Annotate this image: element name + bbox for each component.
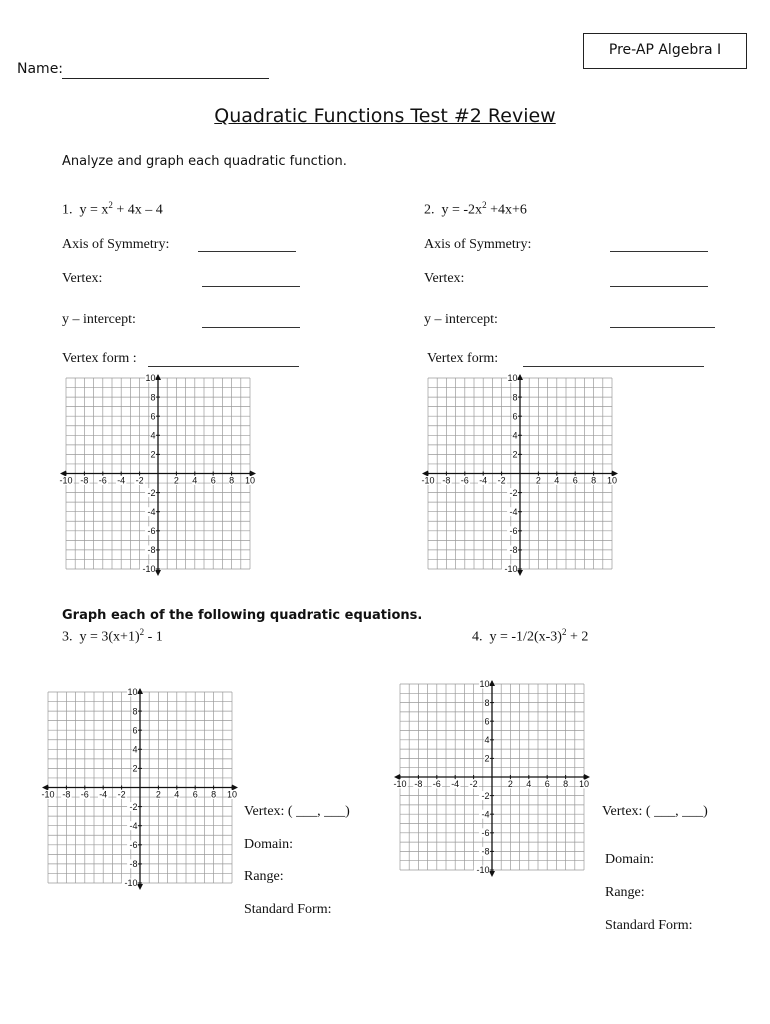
problem-4-equation: 4. $y = -1/2(x-3)^2 + 2$ — [472, 627, 589, 645]
x-tick-label: -10 — [59, 475, 73, 486]
vertex-blank[interactable] — [202, 286, 300, 287]
x-tick-label: -4 — [479, 475, 488, 486]
y-tick-label: 10 — [507, 374, 518, 384]
x-tick-label: -8 — [80, 475, 89, 486]
section1-instruction: Analyze and graph each quadratic function. — [62, 154, 347, 169]
x-tick-label: -2 — [117, 789, 126, 800]
x-tick-label: -10 — [393, 779, 407, 789]
x-tick-label: 10 — [244, 475, 256, 486]
y-tick-label: 6 — [132, 725, 138, 736]
vertex-label: Vertex: ( ___, ___) — [602, 804, 708, 819]
x-tick-label: 8 — [229, 475, 235, 486]
y-tick-label: 2 — [484, 753, 490, 764]
x-tick-label: 2 — [155, 789, 161, 800]
x-tick-label: 4 — [526, 779, 532, 789]
y-axis-arrow-up — [489, 680, 495, 686]
grid-svg — [58, 374, 258, 579]
y-tick-label: 2 — [150, 449, 156, 460]
grid-svg — [40, 688, 240, 893]
domain-label: Domain: — [244, 837, 293, 852]
y-axis-arrow-up — [155, 374, 161, 380]
y-tick-label: 6 — [512, 411, 518, 422]
y-intercept-blank[interactable] — [610, 327, 715, 328]
grid-svg — [420, 374, 620, 579]
y-tick-label: 8 — [132, 706, 138, 717]
y-intercept-blank[interactable] — [202, 327, 300, 328]
vertex-form-blank[interactable] — [148, 366, 299, 367]
range-label: Range: — [605, 885, 645, 900]
y-tick-label: -2 — [129, 801, 138, 812]
y-tick-label: -6 — [509, 526, 518, 536]
y-tick-label: -4 — [147, 506, 156, 517]
y-tick-label: -4 — [509, 506, 518, 517]
x-tick-label: -2 — [135, 475, 144, 486]
axis-of-symmetry-blank[interactable] — [198, 251, 296, 252]
x-tick-label: 8 — [211, 789, 217, 800]
problem-1-equation: 1. $y = x^2 + 4x - 4$ — [62, 200, 163, 218]
vertex-form-label: Vertex form: — [427, 351, 499, 366]
y-tick-label: -2 — [481, 790, 490, 801]
coordinate-grid-2[interactable] — [420, 374, 620, 579]
grid-svg — [392, 680, 592, 880]
x-tick-label: -6 — [460, 475, 469, 486]
y-tick-label: -8 — [509, 545, 518, 556]
x-tick-label: -4 — [99, 789, 108, 800]
problem-2-equation: 2. $y = -2x^2 +4x+6$ — [424, 200, 527, 218]
y-tick-label: 8 — [512, 392, 518, 403]
range-label: Range: — [244, 869, 284, 884]
y-tick-label: -2 — [147, 487, 156, 498]
y-axis-arrow-up — [517, 374, 523, 380]
course-box: Pre-AP Algebra I — [583, 33, 747, 69]
y-tick-label: -10 — [142, 564, 156, 575]
y-tick-label: -8 — [481, 846, 490, 857]
problem-number: 1. — [62, 202, 73, 218]
page-title: Quadratic Functions Test #2 Review — [214, 105, 556, 127]
x-tick-label: 2 — [507, 779, 513, 789]
y-tick-label: 10 — [127, 688, 138, 698]
x-tick-label: 6 — [192, 789, 198, 800]
problem-number: 4. — [472, 629, 483, 645]
y-tick-label: 2 — [132, 763, 138, 774]
vertex-form-label: Vertex form : — [62, 351, 137, 366]
y-tick-label: 2 — [512, 449, 518, 460]
y-tick-label: -6 — [129, 840, 138, 850]
y-tick-label: -6 — [481, 828, 490, 838]
y-axis-arrow-down — [489, 871, 495, 877]
coordinate-grid-1[interactable] — [58, 374, 258, 579]
y-tick-label: 6 — [484, 716, 490, 727]
x-tick-label: -8 — [442, 475, 451, 486]
x-tick-label: 2 — [173, 475, 179, 486]
y-tick-label: -2 — [509, 487, 518, 498]
y-tick-label: 10 — [479, 680, 490, 690]
y-tick-label: 4 — [150, 430, 156, 441]
y-tick-label: -6 — [147, 526, 156, 536]
x-tick-label: 10 — [578, 779, 590, 789]
x-tick-label: -8 — [414, 779, 423, 789]
y-intercept-label: y – intercept: — [62, 312, 136, 327]
vertex-label: Vertex: — [62, 271, 103, 286]
standard-form-label: Standard Form: — [605, 918, 693, 933]
x-tick-label: 8 — [563, 779, 569, 789]
y-tick-label: 10 — [145, 374, 156, 384]
y-intercept-label: y – intercept: — [424, 312, 498, 327]
y-tick-label: 6 — [150, 411, 156, 422]
x-tick-label: 4 — [174, 789, 180, 800]
x-tick-label: 6 — [210, 475, 216, 486]
x-tick-label: -10 — [421, 475, 435, 486]
x-tick-label: -4 — [451, 779, 460, 789]
x-tick-label: 6 — [572, 475, 578, 486]
x-tick-label: 10 — [606, 475, 618, 486]
name-label: Name: — [17, 61, 64, 77]
y-tick-label: -8 — [129, 859, 138, 870]
problem-3-equation: 3. $y = 3(x+1)^2 - 1$ — [62, 627, 163, 645]
y-tick-label: -10 — [504, 564, 518, 575]
y-tick-label: 4 — [484, 735, 490, 745]
domain-label: Domain: — [605, 852, 654, 867]
y-tick-label: -10 — [124, 878, 138, 889]
axis-of-symmetry-label: Axis of Symmetry: — [424, 237, 532, 252]
x-tick-label: -8 — [62, 789, 71, 800]
x-tick-label: -4 — [117, 475, 126, 486]
section2-instruction: Graph each of the following quadratic equations. — [62, 608, 423, 623]
vertex-blank[interactable] — [610, 286, 708, 287]
problem-number: 2. — [424, 202, 435, 218]
x-tick-label: -10 — [41, 789, 55, 800]
x-tick-label: 8 — [591, 475, 597, 486]
x-tick-label: -6 — [432, 779, 441, 789]
standard-form-label: Standard Form: — [244, 902, 332, 917]
vertex-label: Vertex: ( ___, ___) — [244, 804, 350, 819]
vertex-label: Vertex: — [424, 271, 465, 286]
problem-number: 3. — [62, 629, 73, 645]
axis-of-symmetry-blank[interactable] — [610, 251, 708, 252]
y-axis-arrow-down — [155, 570, 161, 576]
y-axis-arrow-down — [137, 884, 143, 890]
coordinate-grid-3[interactable] — [40, 688, 240, 893]
coordinate-grid-4[interactable] — [392, 680, 592, 880]
x-tick-label: 10 — [226, 789, 238, 800]
x-tick-label: 6 — [544, 779, 550, 789]
x-tick-label: -2 — [497, 475, 506, 486]
y-tick-label: 4 — [512, 430, 518, 441]
y-tick-label: 8 — [150, 392, 156, 403]
y-tick-label: -4 — [481, 809, 490, 820]
x-tick-label: 2 — [535, 475, 541, 486]
y-tick-label: 4 — [132, 744, 138, 755]
x-tick-label: -6 — [80, 789, 89, 800]
y-tick-label: 8 — [484, 697, 490, 708]
x-tick-label: 4 — [192, 475, 198, 486]
y-tick-label: -4 — [129, 820, 138, 831]
name-blank-line[interactable] — [62, 78, 269, 79]
y-axis-arrow-down — [517, 570, 523, 576]
x-tick-label: -2 — [469, 779, 478, 789]
y-tick-label: -8 — [147, 545, 156, 556]
y-tick-label: -10 — [476, 865, 490, 876]
axis-of-symmetry-label: Axis of Symmetry: — [62, 237, 170, 252]
x-tick-label: -6 — [98, 475, 107, 486]
vertex-form-blank[interactable] — [523, 366, 704, 367]
y-axis-arrow-up — [137, 688, 143, 694]
x-tick-label: 4 — [554, 475, 560, 486]
